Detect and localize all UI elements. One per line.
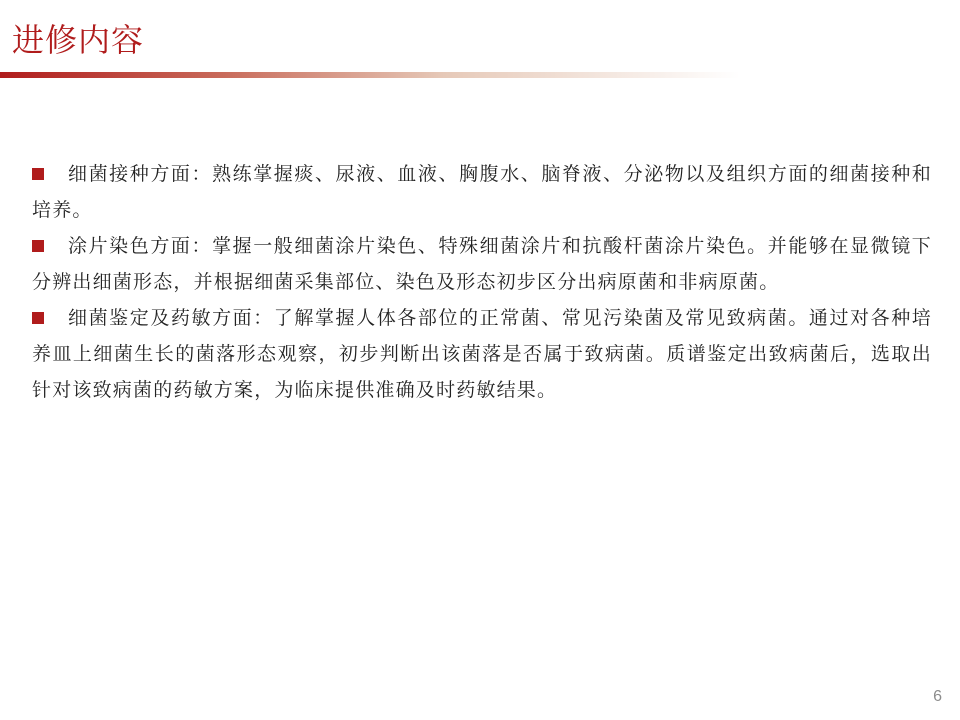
bullet-text: 细菌接种方面：熟练掌握痰、尿液、血液、胸腹水、脑脊液、分泌物以及组织方面的细菌接种和培养。 (32, 163, 932, 221)
bullet-item-inoculation (32, 156, 932, 228)
square-bullet-icon (32, 240, 44, 252)
bullet-item-identification (32, 300, 932, 408)
square-bullet-icon (32, 312, 44, 324)
slide-title: 进修内容 (12, 21, 145, 59)
bullet-text: 细菌鉴定及药敏方面：了解掌握人体各部位的正常菌、常见污染菌及常见致病菌。通过对各种培养皿上细菌生长的菌落形态观察，初步判断出该菌落是否属于致病菌。质谱鉴定出致病菌后，选取出针对该致病菌的药敏方案，为临床提供准确及时药敏结果。 (32, 307, 932, 401)
bullet-text: 涂片染色方面：掌握一般细菌涂片染色、特殊细菌涂片和抗酸杆菌涂片染色。并能够在显微镜下分辨出细菌形态，并根据细菌采集部位、染色及形态初步区分出病原菌和非病原菌。 (32, 235, 932, 293)
bullet-list (32, 156, 932, 408)
square-bullet-icon (32, 168, 44, 180)
title-underline (0, 72, 740, 78)
page-number: 6 (933, 688, 942, 705)
bullet-item-staining (32, 228, 932, 300)
